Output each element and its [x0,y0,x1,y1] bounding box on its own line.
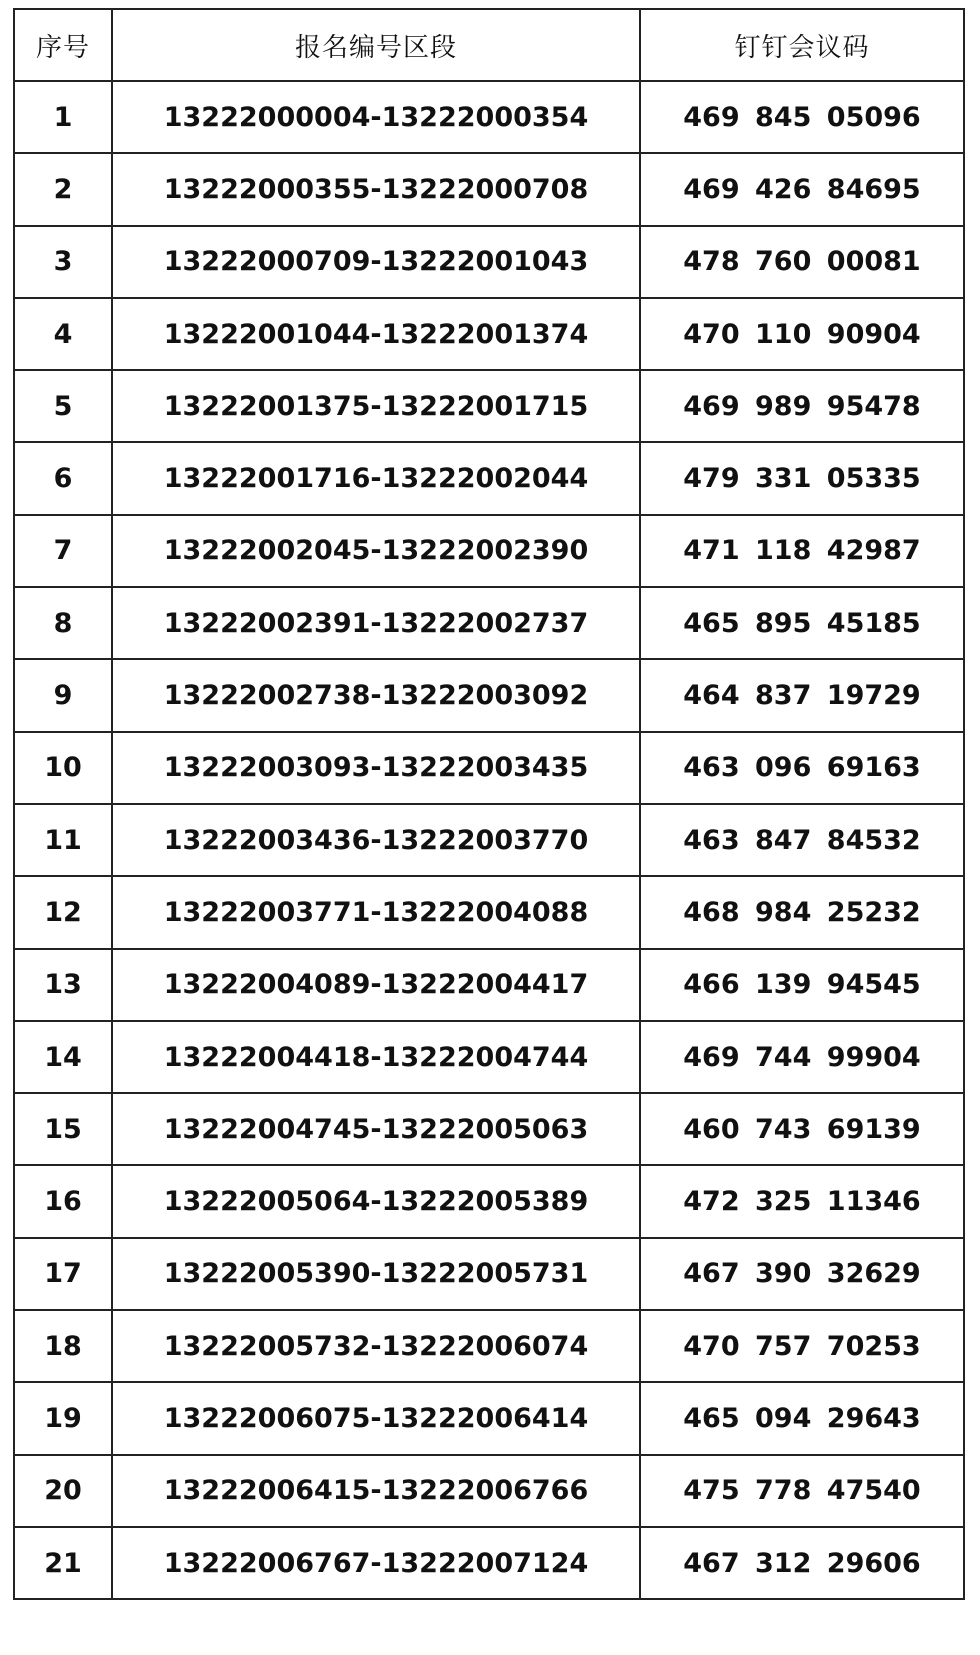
table-row [14,1021,964,1093]
table-row [14,876,964,948]
table-row [14,1093,964,1165]
meeting-code-cell: 460 743 69139 [640,1093,964,1165]
table-row [14,370,964,442]
meeting-code-cell: 465 895 45185 [640,587,964,659]
registration-range-cell: 13222002391-13222002737 [112,587,640,659]
registration-range-cell: 13222000004-13222000354 [112,81,640,153]
meeting-code-cell: 479 331 05335 [640,442,964,514]
registration-range-cell: 13222002738-13222003092 [112,659,640,731]
table-row [14,1165,964,1237]
meeting-code-cell: 468 984 25232 [640,876,964,948]
serial-number-cell: 16 [14,1165,112,1237]
meeting-code-cell: 469 845 05096 [640,81,964,153]
registration-range-cell: 13222001716-13222002044 [112,442,640,514]
serial-number-cell: 20 [14,1455,112,1527]
serial-number-cell: 7 [14,515,112,587]
meeting-code-cell: 463 096 69163 [640,732,964,804]
header-serial-number: 序号 [14,9,112,81]
registration-meeting-table-container [13,8,963,1646]
header-registration-range: 报名编号区段 [112,9,640,81]
registration-range-cell: 13222003436-13222003770 [112,804,640,876]
serial-number-cell: 5 [14,370,112,442]
meeting-code-cell: 467 312 29606 [640,1527,964,1599]
registration-range-cell: 13222005064-13222005389 [112,1165,640,1237]
serial-number-cell: 18 [14,1310,112,1382]
serial-number-cell: 17 [14,1238,112,1310]
table-row [14,442,964,514]
serial-number-cell: 9 [14,659,112,731]
meeting-code-table [13,8,965,1600]
registration-range-cell: 13222003771-13222004088 [112,876,640,948]
registration-range-cell: 13222002045-13222002390 [112,515,640,587]
serial-number-cell: 10 [14,732,112,804]
registration-range-cell: 13222005390-13222005731 [112,1238,640,1310]
meeting-code-cell: 465 094 29643 [640,1382,964,1454]
serial-number-cell: 15 [14,1093,112,1165]
serial-number-cell: 1 [14,81,112,153]
registration-range-cell: 13222006075-13222006414 [112,1382,640,1454]
meeting-code-cell: 470 757 70253 [640,1310,964,1382]
meeting-code-cell: 470 110 90904 [640,298,964,370]
table-row [14,153,964,225]
serial-number-cell: 4 [14,298,112,370]
registration-range-cell: 13222001375-13222001715 [112,370,640,442]
registration-range-cell: 13222000355-13222000708 [112,153,640,225]
meeting-code-cell: 469 426 84695 [640,153,964,225]
serial-number-cell: 13 [14,949,112,1021]
table-row [14,804,964,876]
registration-range-cell: 13222004418-13222004744 [112,1021,640,1093]
meeting-code-cell: 469 989 95478 [640,370,964,442]
header-row [14,9,964,81]
meeting-code-cell: 469 744 99904 [640,1021,964,1093]
meeting-code-cell: 464 837 19729 [640,659,964,731]
serial-number-cell: 8 [14,587,112,659]
serial-number-cell: 11 [14,804,112,876]
table-row [14,949,964,1021]
meeting-code-cell: 475 778 47540 [640,1455,964,1527]
table-row [14,1238,964,1310]
table-row [14,81,964,153]
table-body [14,81,964,1599]
table-row [14,1310,964,1382]
table-row [14,732,964,804]
serial-number-cell: 19 [14,1382,112,1454]
registration-range-cell: 13222006767-13222007124 [112,1527,640,1599]
serial-number-cell: 21 [14,1527,112,1599]
table-row [14,226,964,298]
header-dingtalk-meeting-code: 钉钉会议码 [640,9,964,81]
serial-number-cell: 6 [14,442,112,514]
serial-number-cell: 12 [14,876,112,948]
registration-range-cell: 13222006415-13222006766 [112,1455,640,1527]
registration-range-cell: 13222004089-13222004417 [112,949,640,1021]
table-row [14,515,964,587]
serial-number-cell: 3 [14,226,112,298]
registration-range-cell: 13222001044-13222001374 [112,298,640,370]
registration-range-cell: 13222005732-13222006074 [112,1310,640,1382]
meeting-code-cell: 471 118 42987 [640,515,964,587]
meeting-code-cell: 466 139 94545 [640,949,964,1021]
serial-number-cell: 14 [14,1021,112,1093]
meeting-code-cell: 467 390 32629 [640,1238,964,1310]
registration-range-cell: 13222003093-13222003435 [112,732,640,804]
table-row [14,298,964,370]
registration-range-cell: 13222000709-13222001043 [112,226,640,298]
table-row [14,659,964,731]
table-row [14,1527,964,1599]
table-row [14,587,964,659]
meeting-code-cell: 478 760 00081 [640,226,964,298]
table-row [14,1382,964,1454]
table-row [14,1455,964,1527]
registration-range-cell: 13222004745-13222005063 [112,1093,640,1165]
meeting-code-cell: 463 847 84532 [640,804,964,876]
serial-number-cell: 2 [14,153,112,225]
meeting-code-cell: 472 325 11346 [640,1165,964,1237]
